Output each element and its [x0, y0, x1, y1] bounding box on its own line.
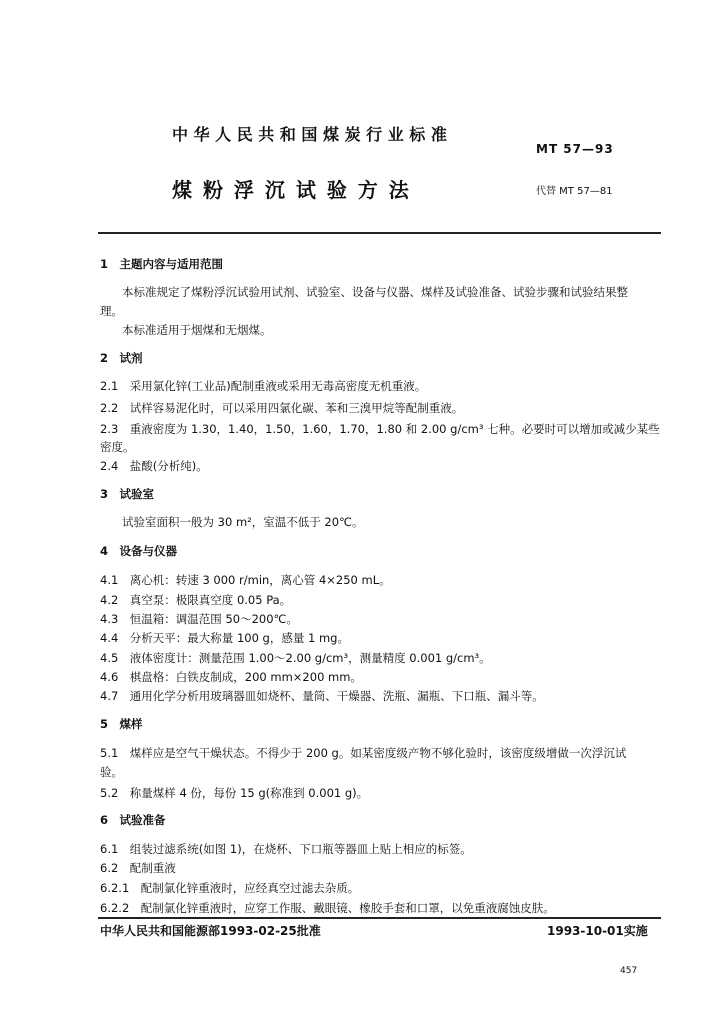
- document-title: 煤 粉 浮 沉 试 验 方 法: [172, 178, 411, 202]
- implementation-date: 1993-10-01实施: [547, 924, 648, 938]
- section-4-item-4: 4.4 分析天平：最大称量 100 g，感量 1 mg。: [100, 631, 349, 645]
- section-6-item-2-2: 6.2.2 配制氯化锌重液时，应穿工作服、戴眼镜、橡胶手套和口罩，以免重液腐蚀皮肤。: [100, 901, 555, 915]
- section-2-item-4: 2.4 盐酸(分析纯)。: [100, 459, 208, 473]
- standard-number: MT 57—93: [536, 142, 614, 156]
- section-1-para-2: 本标准适用于烟煤和无烟煤。: [122, 323, 272, 337]
- section-2-item-3-line-2: 密度。: [100, 440, 135, 454]
- footer-rule: [98, 917, 661, 919]
- section-4-item-7: 4.7 通用化学分析用玻璃器皿如烧杯、量筒、干燥器、洗瓶、漏瓶、下口瓶、漏斗等。: [100, 689, 544, 703]
- section-4-heading: 4 设备与仪器: [100, 544, 178, 558]
- section-1-para-1-line-2: 理。: [100, 304, 123, 318]
- org-title: 中 华 人 民 共 和 国 煤 炭 行 业 标 准: [172, 125, 447, 144]
- section-6-item-2-1: 6.2.1 配制氯化锌重液时，应经真空过滤去杂质。: [100, 881, 360, 895]
- section-4-item-3: 4.3 恒温箱：调温范围 50～200℃。: [100, 612, 298, 626]
- section-5-item-1-line-2: 验。: [100, 765, 123, 779]
- approval-statement: 中华人民共和国能源部1993-02-25批准: [100, 924, 321, 938]
- section-4-item-6: 4.6 棋盘格：白铁皮制成，200 mm×200 mm。: [100, 670, 362, 684]
- section-3-para-1: 试验室面积一般为 30 m²，室温不低于 20℃。: [122, 515, 364, 529]
- section-6-item-1: 6.1 组装过滤系统(如图 1)，在烧杯、下口瓶等器皿上贴上相应的标签。: [100, 842, 472, 856]
- section-2-item-3-line-1: 2.3 重液密度为 1.30，1.40，1.50，1.60，1.70，1.80 和 2.00 g/cm³ 七种。必要时可以增加或减少某些: [100, 422, 660, 436]
- section-4-item-5: 4.5 液体密度计：测量范围 1.00～2.00 g/cm³，测量精度 0.001 g/cm³。: [100, 651, 491, 665]
- section-6-heading: 6 试验准备: [100, 813, 166, 827]
- section-2-heading: 2 试剂: [100, 351, 143, 365]
- section-1-para-1-line-1: 本标准规定了煤粉浮沉试验用试剂、试验室、设备与仪器、煤样及试验准备、试验步骤和试验结果整: [122, 285, 628, 299]
- section-5-item-2: 5.2 称量煤样 4 份，每份 15 g(称准到 0.001 g)。: [100, 786, 369, 800]
- section-6-item-2: 6.2 配制重液: [100, 861, 176, 875]
- section-4-item-2: 4.2 真空泵：极限真空度 0.05 Pa。: [100, 593, 292, 607]
- replaces-standard: 代替 MT 57—81: [536, 186, 613, 197]
- page-number: 457: [620, 966, 638, 976]
- section-3-heading: 3 试验室: [100, 487, 155, 501]
- section-2-item-2: 2.2 试样容易泥化时，可以采用四氯化碳、苯和三溴甲烷等配制重液。: [100, 401, 464, 415]
- section-5-item-1-line-1: 5.1 煤样应是空气干燥状态。不得少于 200 g。如某密度级产物不够化验时，该密度级增做一次浮沉试: [100, 746, 627, 760]
- section-4-item-1: 4.1 离心机：转速 3 000 r/min，离心管 4×250 mL。: [100, 573, 391, 587]
- section-1-heading: 1 主题内容与适用范围: [100, 257, 224, 271]
- section-2-item-1: 2.1 采用氯化锌(工业品)配制重液或采用无毒高密度无机重液。: [100, 379, 427, 393]
- header-rule: [98, 232, 661, 234]
- section-5-heading: 5 煤样: [100, 717, 143, 731]
